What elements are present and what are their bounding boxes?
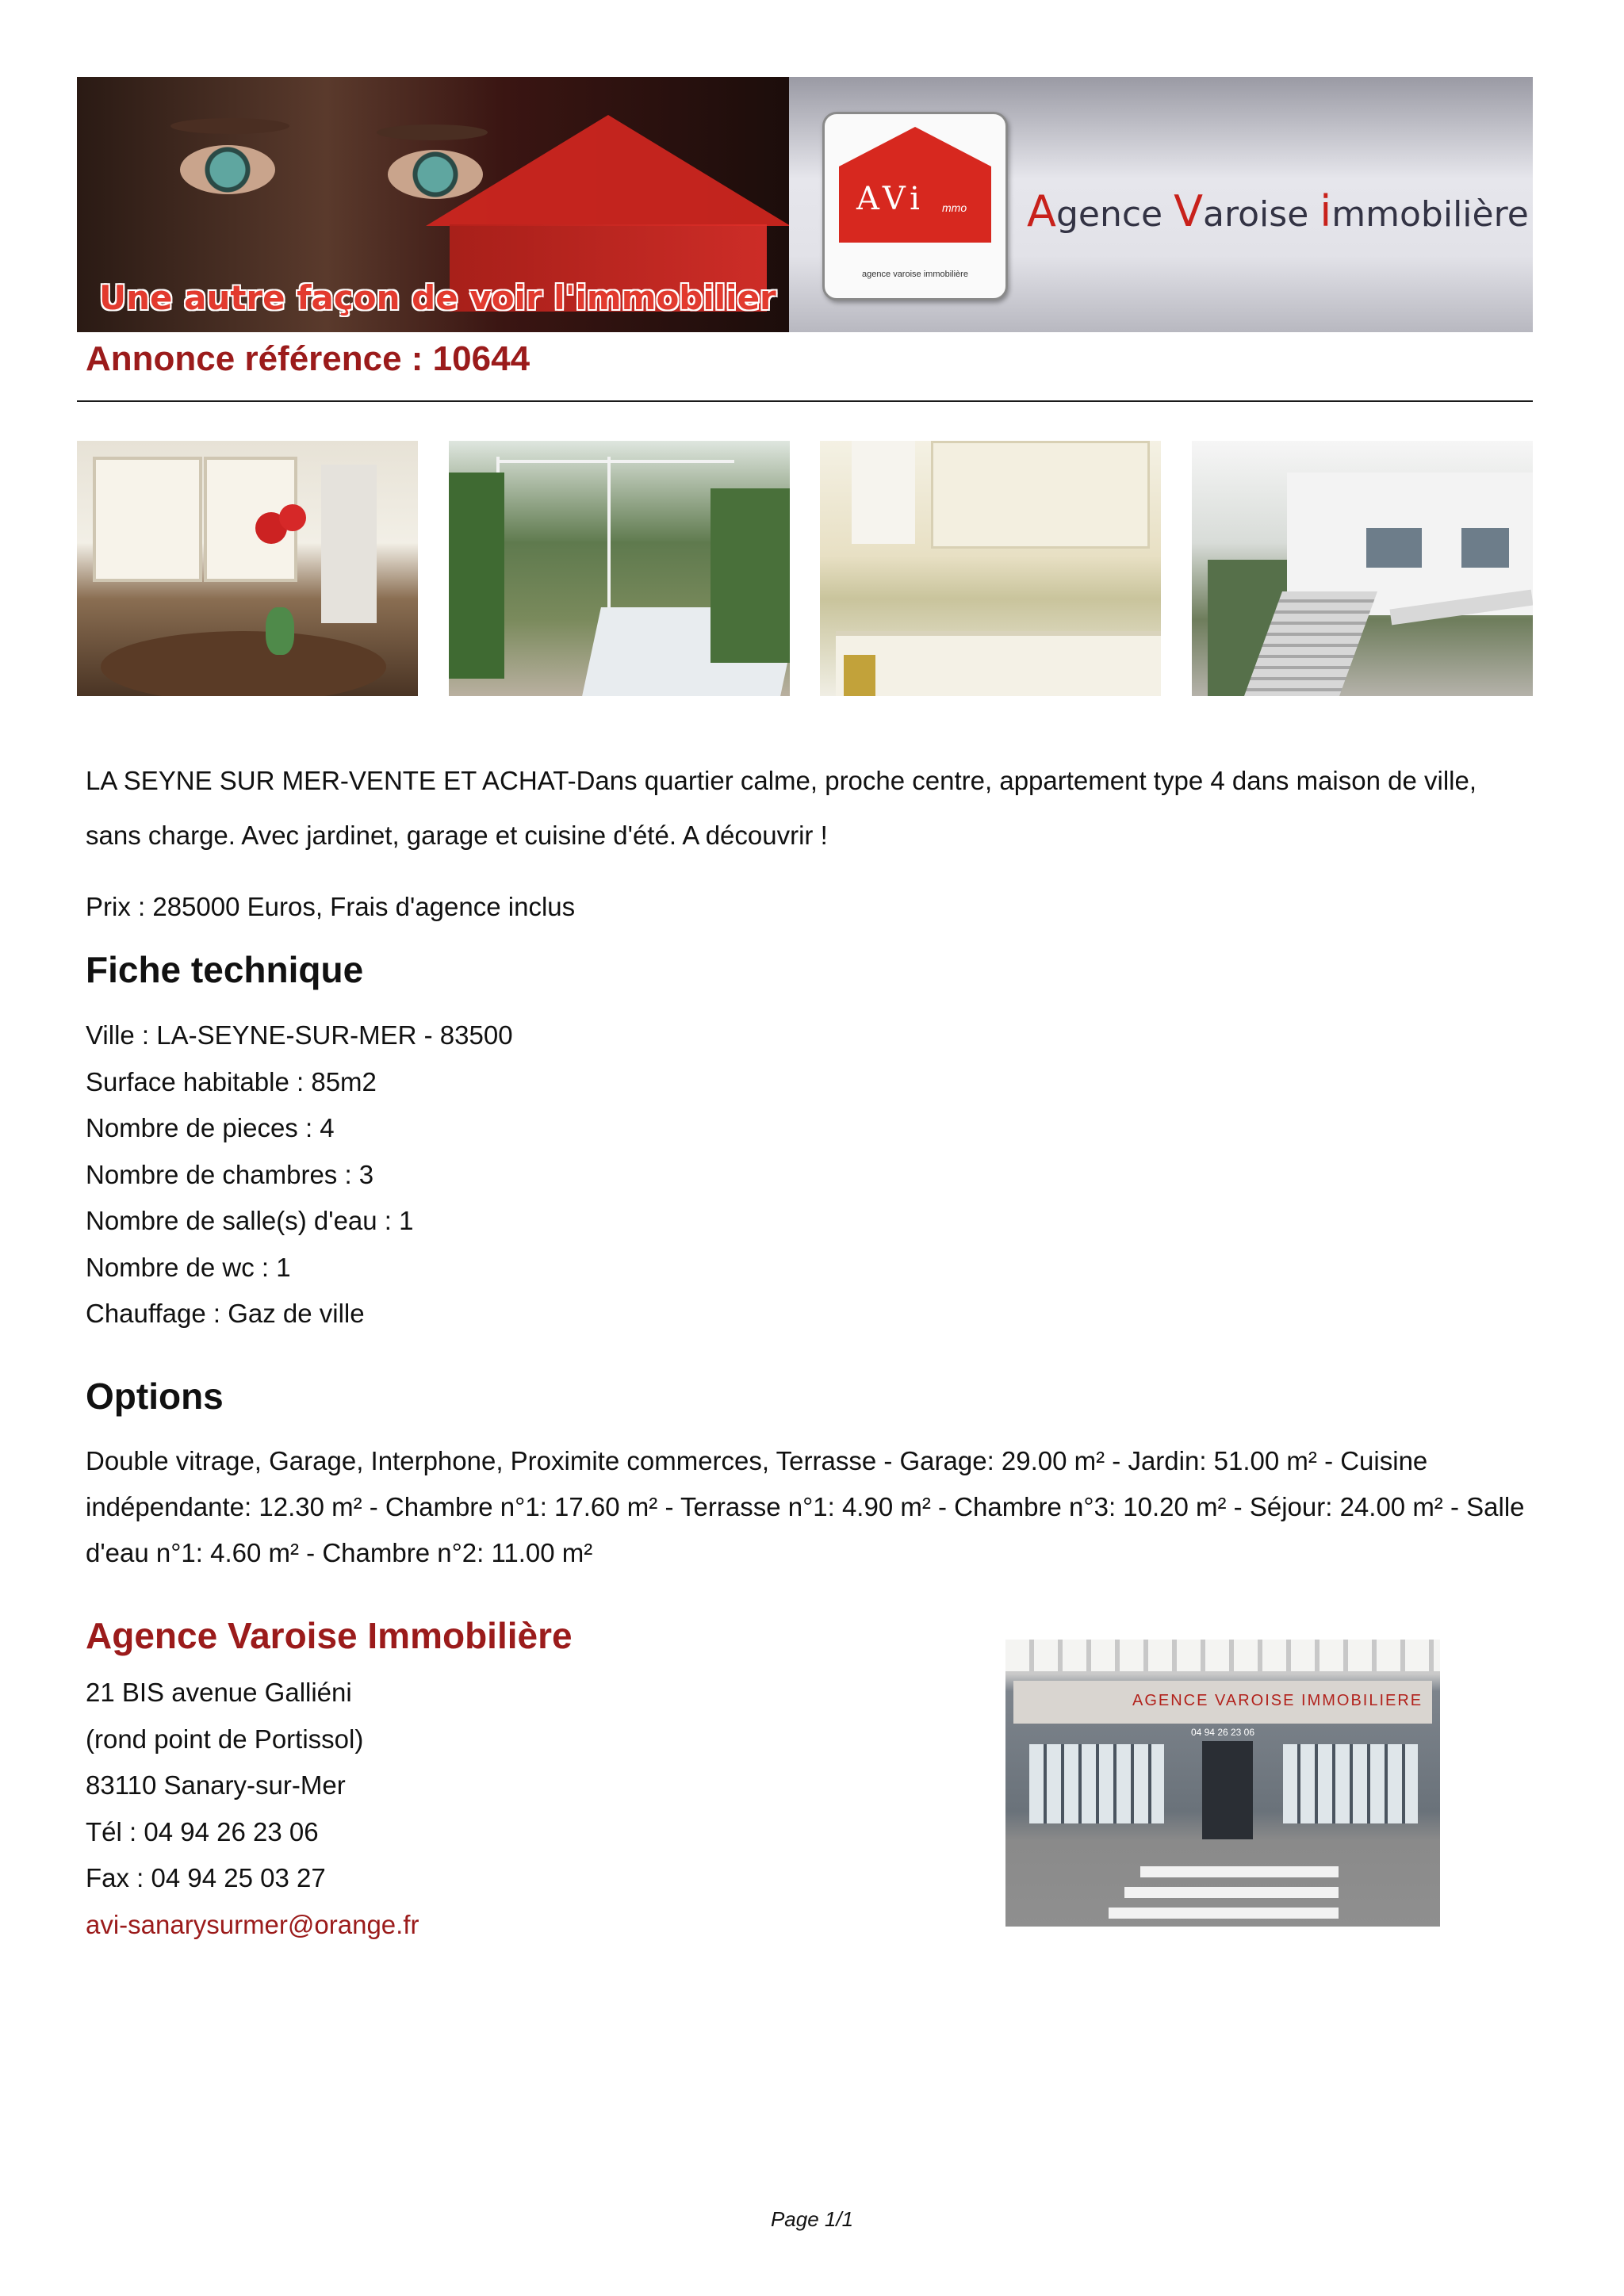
fiche-ville: Ville : LA-SEYNE-SUR-MER - 83500 (86, 1020, 513, 1050)
fiche-technique-heading: Fiche technique (86, 949, 364, 990)
page-number: Page 1/1 (770, 2207, 854, 2231)
fiche-technique-list (86, 1012, 513, 1337)
house-exterior-photo[interactable] (1192, 441, 1533, 696)
agency-storefront-photo (1005, 1640, 1440, 1927)
fiche-wc: Nombre de wc : 1 (86, 1252, 291, 1282)
options-heading: Options (86, 1376, 224, 1417)
banner-agency-name: Agence Varoise immobilière (1027, 186, 1529, 236)
logo-text: AVi (856, 181, 925, 217)
title-divider (77, 400, 1533, 402)
logo-suffix: mmo (942, 201, 967, 214)
garden-pergola-photo[interactable] (449, 441, 790, 696)
listing-price: Prix : 285000 Euros, Frais d'agence inclus (86, 892, 576, 921)
agency-address-line-1: 21 BIS avenue Galliéni (86, 1678, 352, 1707)
fiche-chambres: Nombre de chambres : 3 (86, 1159, 374, 1189)
storefront-sign: AGENCE VAROISE IMMOBILIERE (1013, 1681, 1432, 1724)
agency-heading: Agence Varoise Immobilière (86, 1615, 573, 1656)
agency-address-line-2: (rond point de Portissol) (86, 1724, 364, 1754)
storefront-phone: 04 94 26 23 06 (1190, 1727, 1255, 1738)
header-banner (77, 77, 1533, 332)
agency-contact-block (86, 1670, 419, 1948)
banner-eyes-image (77, 77, 789, 332)
agency-email-link[interactable]: avi-sanarysurmer@orange.fr (86, 1909, 419, 1939)
fiche-salles-eau: Nombre de salle(s) d'eau : 1 (86, 1206, 414, 1235)
logo-roof-icon (839, 127, 991, 166)
fiche-surface: Surface habitable : 85m2 (86, 1066, 377, 1096)
listing-description: LA SEYNE SUR MER-VENTE ET ACHAT-Dans quartier calme, proche centre, appartement type 4 dans maison de ville, sans charge. Avec jardinet, garage et cuisine d'été. A découvrir ! (86, 766, 1477, 850)
logo-subtitle: agence varoise immobilière (862, 270, 968, 279)
agency-phone: Tél : 04 94 26 23 06 (86, 1816, 319, 1846)
agency-fax: Fax : 04 94 25 03 27 (86, 1863, 326, 1892)
banner-tagline: Une autre façon de voir l'immobilier (99, 278, 776, 317)
kitchen-photo[interactable] (820, 441, 1161, 696)
avi-logo (822, 112, 1008, 300)
options-text: Double vitrage, Garage, Interphone, Proximite commerces, Terrasse - Garage: 29.00 m² - Jardin: 51.00 m² - Cuisine indépendante: 12.30 m² - Chambre n°1: 17.60 m² - Terrasse n°1: 4.90 m² - Chambre n°3: 10.20 m² - Séjour: 24.00 m² - Salle d'eau n°1: 4.60 m² - Chambre n°2: 11.00 m² (86, 1446, 1525, 1567)
fiche-pieces: Nombre de pieces : 4 (86, 1113, 335, 1142)
fiche-chauffage: Chauffage : Gaz de ville (86, 1299, 365, 1328)
living-room-photo[interactable] (77, 441, 418, 696)
agency-city: 83110 Sanary-sur-Mer (86, 1770, 346, 1800)
listing-reference-title: Annonce référence : 10644 (86, 339, 530, 378)
banner-brand-area (789, 77, 1533, 332)
